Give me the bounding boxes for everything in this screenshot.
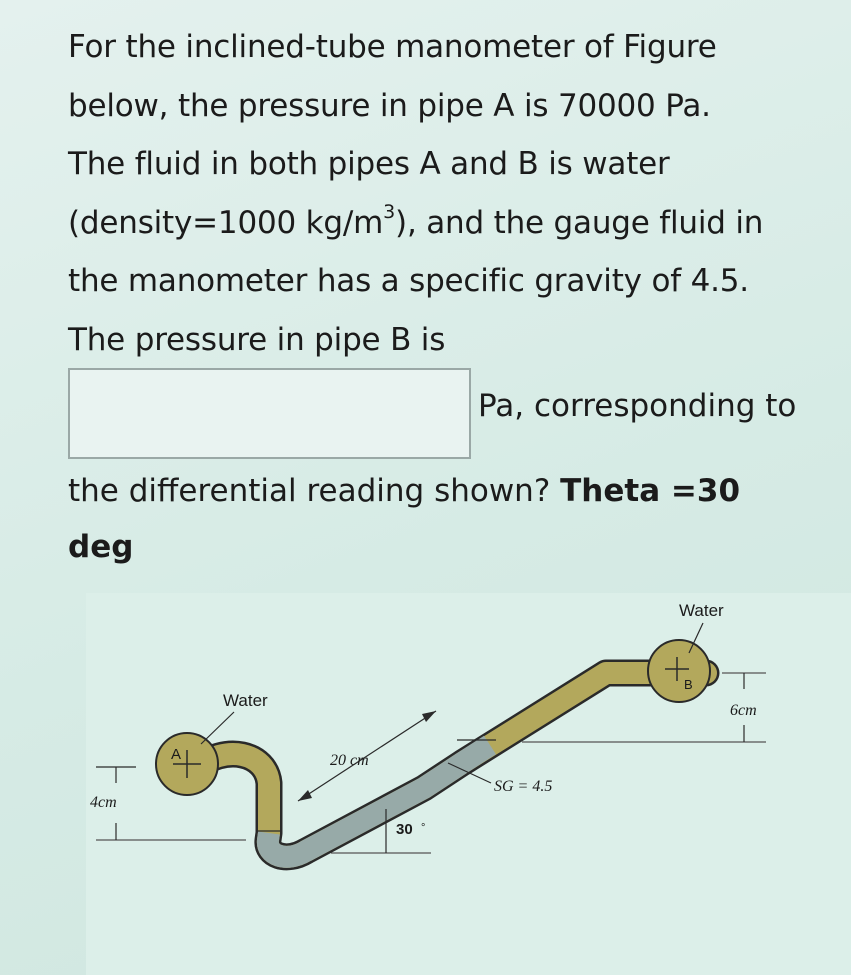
water-label-left: Water xyxy=(223,691,268,710)
sg-label: SG = 4.5 xyxy=(494,778,553,795)
pipe-a-label: A xyxy=(171,746,182,763)
question-tail-line-1 xyxy=(68,463,838,519)
question-line-4 xyxy=(68,194,838,253)
question-line-5: the manometer has a specific gravity of 4.5. xyxy=(68,263,749,299)
theta-value: Theta =30 xyxy=(560,473,741,509)
water-label-top: Water xyxy=(679,601,724,620)
dimension-4cm-label: 4cm xyxy=(90,794,117,811)
question-tail-plain: the differential reading shown? xyxy=(68,473,561,509)
pipe-b-label: B xyxy=(684,677,693,692)
question-line-2: below, the pressure in pipe A is 70000 Pa. xyxy=(68,87,711,124)
question-tail-line-2 xyxy=(68,519,838,575)
angle-label: 30 xyxy=(396,821,413,838)
question-line-6: The pressure in pipe B is xyxy=(68,321,446,358)
density-text: (density=1000 kg/m xyxy=(68,204,384,241)
question-line-1: For the inclined-tube manometer of Figure xyxy=(68,29,717,65)
superscript-3: 3 xyxy=(383,201,396,224)
manometer-figure xyxy=(86,593,851,975)
angle-degree-symbol: ° xyxy=(421,822,426,834)
question-line-3: The fluid in both pipes A and B is water xyxy=(68,146,670,182)
manometer-diagram xyxy=(86,593,851,975)
answer-unit-label: Pa, corresponding to xyxy=(478,388,797,424)
theta-unit: deg xyxy=(68,529,134,565)
answer-row xyxy=(68,368,838,460)
dimension-20cm-label: 20 cm xyxy=(330,752,369,769)
pipe-b-circle xyxy=(648,640,710,702)
question-text xyxy=(68,18,838,369)
question-tail xyxy=(68,463,838,575)
pressure-answer-input[interactable] xyxy=(68,368,471,459)
gauge-fluid-text: ), and the gauge fluid in xyxy=(395,204,764,241)
dimension-6cm-label: 6cm xyxy=(730,702,757,719)
